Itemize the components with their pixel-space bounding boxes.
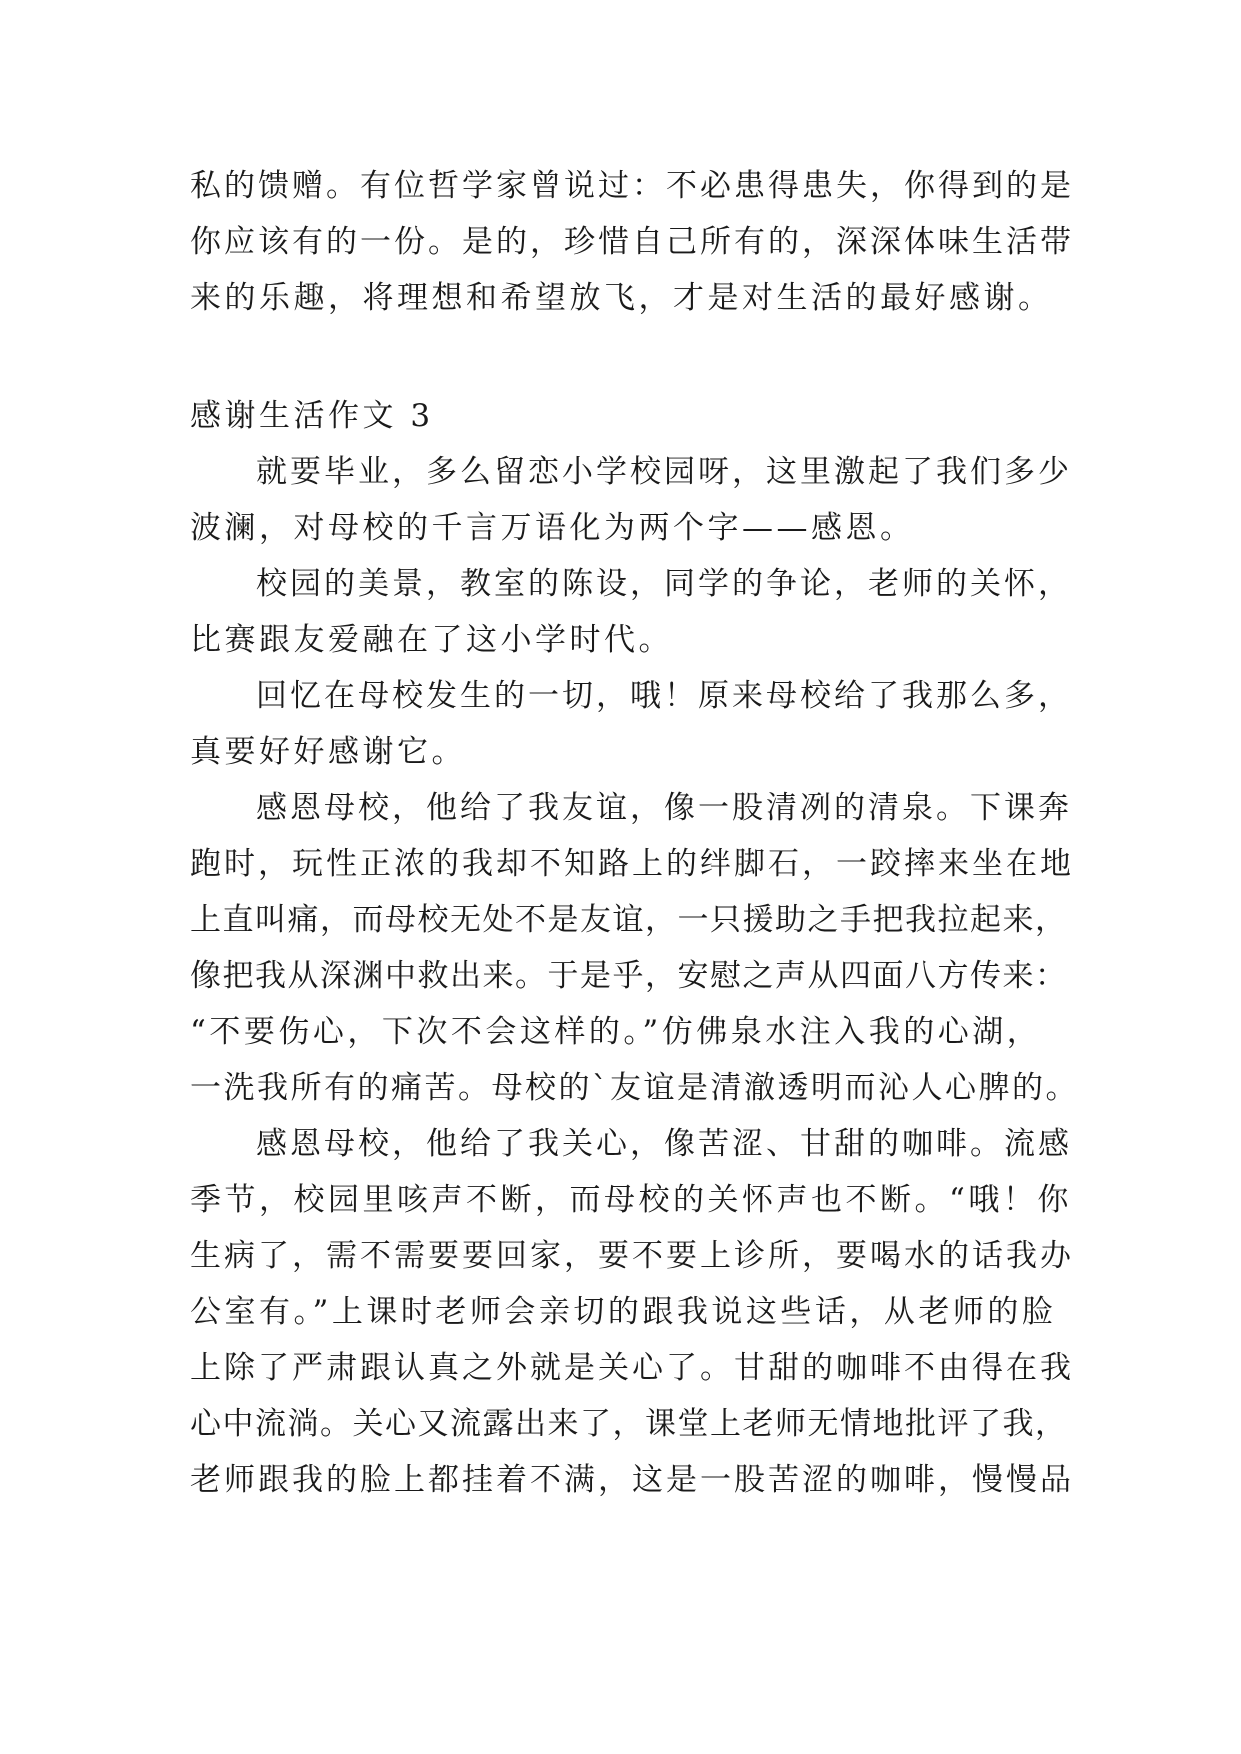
paragraph-2-line-1: 校园的美景，教室的陈设，同学的争论，老师的关怀， <box>256 566 1072 602</box>
paragraph-5-line-7: 老师跟我的脸上都挂着不满，这是一股苦涩的咖啡，慢慢品 <box>190 1462 1074 1498</box>
section-title: 感谢生活作文 3 <box>190 398 434 434</box>
paragraph-4-line-3: 上直叫痛，而母校无处不是友谊，一只援助之手把我拉起来， <box>190 902 1068 938</box>
intro-line-2: 你应该有的一份。是的，珍惜自己所有的，深深体味生活带 <box>190 224 1074 260</box>
paragraph-3-line-1: 回忆在母校发生的一切，哦！原来母校给了我那么多， <box>256 678 1072 714</box>
paragraph-5-line-2: 季节，校园里咳声不断，而母校的关怀声也不断。“哦！你 <box>190 1182 1072 1218</box>
paragraph-2-line-2: 比赛跟友爱融在了这小学时代。 <box>190 622 673 658</box>
paragraph-5-line-4: 公室有。”上课时老师会亲切的跟我说这些话，从老师的脸 <box>190 1294 1057 1330</box>
intro-line-3: 来的乐趣，将理想和希望放飞，才是对生活的最好感谢。 <box>190 280 1053 316</box>
paragraph-4-line-5: “不要伤心，下次不会这样的。”仿佛泉水注入我的心湖， <box>190 1014 1042 1050</box>
paragraph-5-line-5: 上除了严肃跟认真之外就是关心了。甘甜的咖啡不由得在我 <box>190 1350 1074 1386</box>
paragraph-1-line-1: 就要毕业，多么留恋小学校园呀，这里激起了我们多少 <box>256 454 1072 490</box>
intro-line-1: 私的馈赠。有位哲学家曾说过：不必患得患失，你得到的是 <box>190 168 1074 204</box>
paragraph-4-line-6: 一洗我所有的痛苦。母校的`友谊是清澈透明而沁人心脾的。 <box>190 1070 1079 1106</box>
paragraph-5-line-6: 心中流淌。关心又流露出来了，课堂上老师无情地批评了我， <box>190 1406 1068 1442</box>
paragraph-4-line-4: 像把我从深渊中救出来。于是乎，安慰之声从四面八方传来： <box>190 958 1068 994</box>
paragraph-5-line-3: 生病了，需不需要要回家，要不要上诊所，要喝水的话我办 <box>190 1238 1074 1274</box>
paragraph-4-line-2: 跑时，玩性正浓的我却不知路上的绊脚石，一跤摔来坐在地 <box>190 846 1074 882</box>
paragraph-4-line-1: 感恩母校，他给了我友谊，像一股清冽的清泉。下课奔 <box>256 790 1072 826</box>
paragraph-3-line-2: 真要好好感谢它。 <box>190 734 466 770</box>
paragraph-5-line-1: 感恩母校，他给了我关心，像苦涩、甘甜的咖啡。流感 <box>256 1126 1072 1162</box>
paragraph-1-line-2: 波澜，对母校的千言万语化为两个字——感恩。 <box>190 510 915 546</box>
